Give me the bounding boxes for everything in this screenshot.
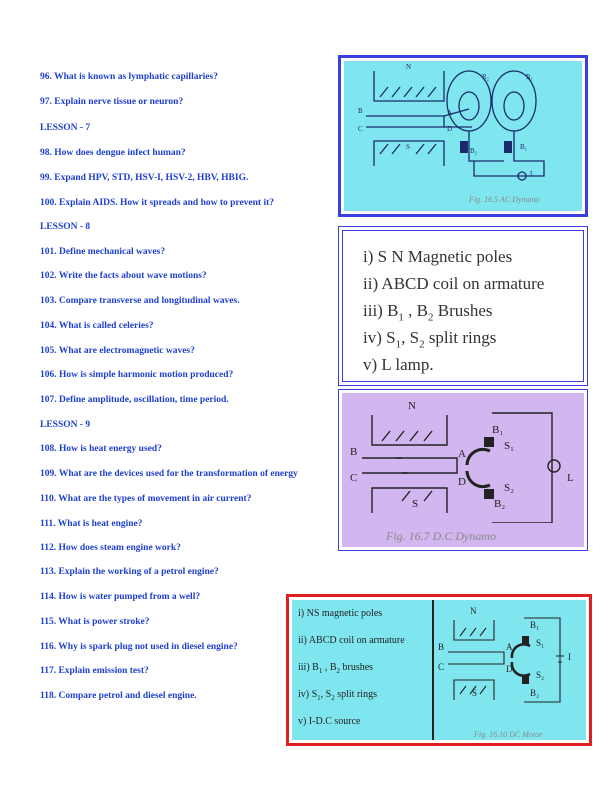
lesson-heading-8: LESSON - 8	[40, 222, 91, 232]
lesson-heading-7: LESSON - 7	[40, 123, 91, 133]
ac-dynamo-figure	[338, 55, 588, 217]
north-hatching	[382, 431, 432, 441]
label-b2: B₂	[530, 688, 540, 698]
armature-coil	[366, 116, 444, 127]
label-b: B	[358, 107, 363, 115]
ac-dynamo-caption: Fig. 16.5 AC Dynamo	[469, 195, 540, 204]
question-98: 98. How does dengue infect human?	[40, 148, 186, 158]
brush-b1	[522, 636, 529, 644]
legend-item-brushes: iii) $B_1$ , $B_2$ Brushes	[363, 301, 493, 324]
label-s2: S₂	[536, 670, 545, 680]
question-111: 111. What is heat engine?	[40, 519, 143, 529]
label-c: C	[438, 662, 445, 672]
question-118: 118. Compare petrol and diesel engine.	[40, 691, 197, 701]
label-s: S	[406, 143, 410, 151]
ac-dynamo-diagram	[344, 61, 582, 211]
label-c: C	[350, 472, 358, 484]
north-hatching	[380, 87, 436, 97]
label-s1: S₁	[536, 638, 545, 648]
dc-motor-figure	[286, 594, 592, 746]
brush-b1	[504, 141, 512, 153]
label-s: S	[472, 688, 478, 698]
label-l: L	[530, 170, 535, 178]
slip-ring-r1	[504, 92, 524, 120]
question-107: 107. Define amplitude, oscillation, time period.	[40, 395, 229, 405]
label-r1: R₁	[526, 73, 534, 81]
label-l: L	[567, 472, 574, 484]
ac-dynamo-panel	[344, 61, 582, 211]
question-112: 112. How does steam engine work?	[40, 543, 181, 553]
label-d: D	[447, 125, 453, 133]
label-b: B	[350, 446, 358, 458]
dc-motor-caption: Fig. 16.10 DC Motor	[474, 730, 543, 739]
label-c: C	[358, 125, 363, 133]
question-97: 97. Explain nerve tissue or neuron?	[40, 97, 184, 107]
motor-legend-poles: i) NS magnetic poles	[298, 608, 383, 619]
label-s2: S₂	[504, 482, 514, 494]
label-d: D	[458, 476, 466, 488]
brush-b1	[484, 437, 494, 447]
dc-dynamo-diagram	[342, 393, 584, 523]
label-b1: B₁	[520, 143, 528, 151]
label-b1: B₁	[492, 424, 504, 436]
label-b2: B₂	[470, 147, 478, 155]
question-103: 103. Compare transverse and longitudinal waves.	[40, 296, 240, 306]
question-102: 102. Write the facts about wave motions?	[40, 271, 207, 281]
armature-coil	[362, 458, 457, 473]
lesson-heading-9: LESSON - 9	[40, 420, 91, 430]
dc-motor-legend	[292, 600, 432, 740]
legend-item-coil: ii) ABCD coil on armature	[363, 274, 545, 293]
question-114: 114. How is water pumped from a well?	[40, 592, 201, 602]
lamp	[548, 460, 560, 472]
question-96: 96. What is known as lymphatic capillaries?	[40, 72, 218, 82]
split-ring-s2	[512, 662, 530, 676]
dc-dynamo-figure	[338, 389, 588, 551]
question-106: 106. How is simple harmonic motion produced?	[40, 370, 234, 380]
label-s: S	[412, 498, 419, 510]
dynamo-parts-legend	[338, 226, 588, 386]
label-b: B	[438, 642, 445, 652]
label-b2: B₂	[494, 498, 506, 510]
question-99: 99. Expand HPV, STD, HSV-I, HSV-2, HBV, HBIG.	[40, 173, 249, 183]
brush-b2	[460, 141, 468, 153]
dc-motor-panel	[434, 600, 586, 740]
motor-legend-split-rings: iv) $S_1$, $S_2$ split rings	[298, 689, 377, 702]
question-104: 104. What is called celeries?	[40, 321, 154, 331]
label-n: N	[406, 63, 412, 71]
question-109: 109. What are the devices used for the transformation of energy	[40, 469, 298, 479]
label-a: A	[458, 448, 466, 460]
north-magnet	[374, 71, 444, 101]
label-d: D	[506, 664, 513, 674]
legend-item-lamp: v) L lamp.	[363, 355, 434, 374]
legend-item-split-rings: iv) $S_1$, $S_2$ split rings	[363, 328, 497, 351]
question-100: 100. Explain AIDS. How it spreads and how to prevent it?	[40, 198, 275, 208]
dc-dynamo-panel	[342, 393, 584, 547]
label-a: A	[447, 109, 453, 117]
question-117: 117. Explain emission test?	[40, 666, 149, 676]
label-a: A	[506, 642, 513, 652]
split-ring-s2	[467, 471, 490, 487]
brush-b2	[484, 489, 494, 499]
north-hatching	[460, 628, 486, 636]
motor-legend-source: v) I-D.C source	[298, 716, 361, 727]
question-116: 116. Why is spark plug not used in diesel engine?	[40, 642, 238, 652]
label-n: N	[470, 606, 477, 616]
question-108: 108. How is heat energy used?	[40, 444, 162, 454]
split-ring-s1	[467, 449, 490, 465]
slip-ring-r2	[459, 92, 479, 120]
legend-item-poles: i) S N Magnetic poles	[363, 247, 513, 266]
label-s1: S₁	[504, 440, 514, 452]
question-101: 101. Define mechanical waves?	[40, 247, 166, 257]
label-r2: R₂	[482, 73, 490, 81]
question-110: 110. What are the types of movement in air current?	[40, 494, 252, 504]
question-105: 105. What are electromagnetic waves?	[40, 346, 195, 356]
question-113: 113. Explain the working of a petrol engine?	[40, 567, 219, 577]
dc-motor-diagram	[434, 600, 586, 730]
motor-legend-coil: ii) ABCD coil on armature	[298, 635, 405, 646]
armature-coil	[448, 652, 504, 664]
label-n: N	[408, 400, 416, 412]
label-i: I	[568, 652, 571, 662]
dc-dynamo-caption: Fig. 16.7 D.C Dynamo	[386, 529, 496, 543]
label-b1: B₁	[530, 620, 540, 630]
question-115: 115. What is power stroke?	[40, 617, 150, 627]
split-ring-s1	[512, 644, 530, 658]
brush-b2	[522, 676, 529, 684]
motor-legend-brushes: iii) $B_1$ , $B_2$ brushes	[298, 662, 374, 675]
